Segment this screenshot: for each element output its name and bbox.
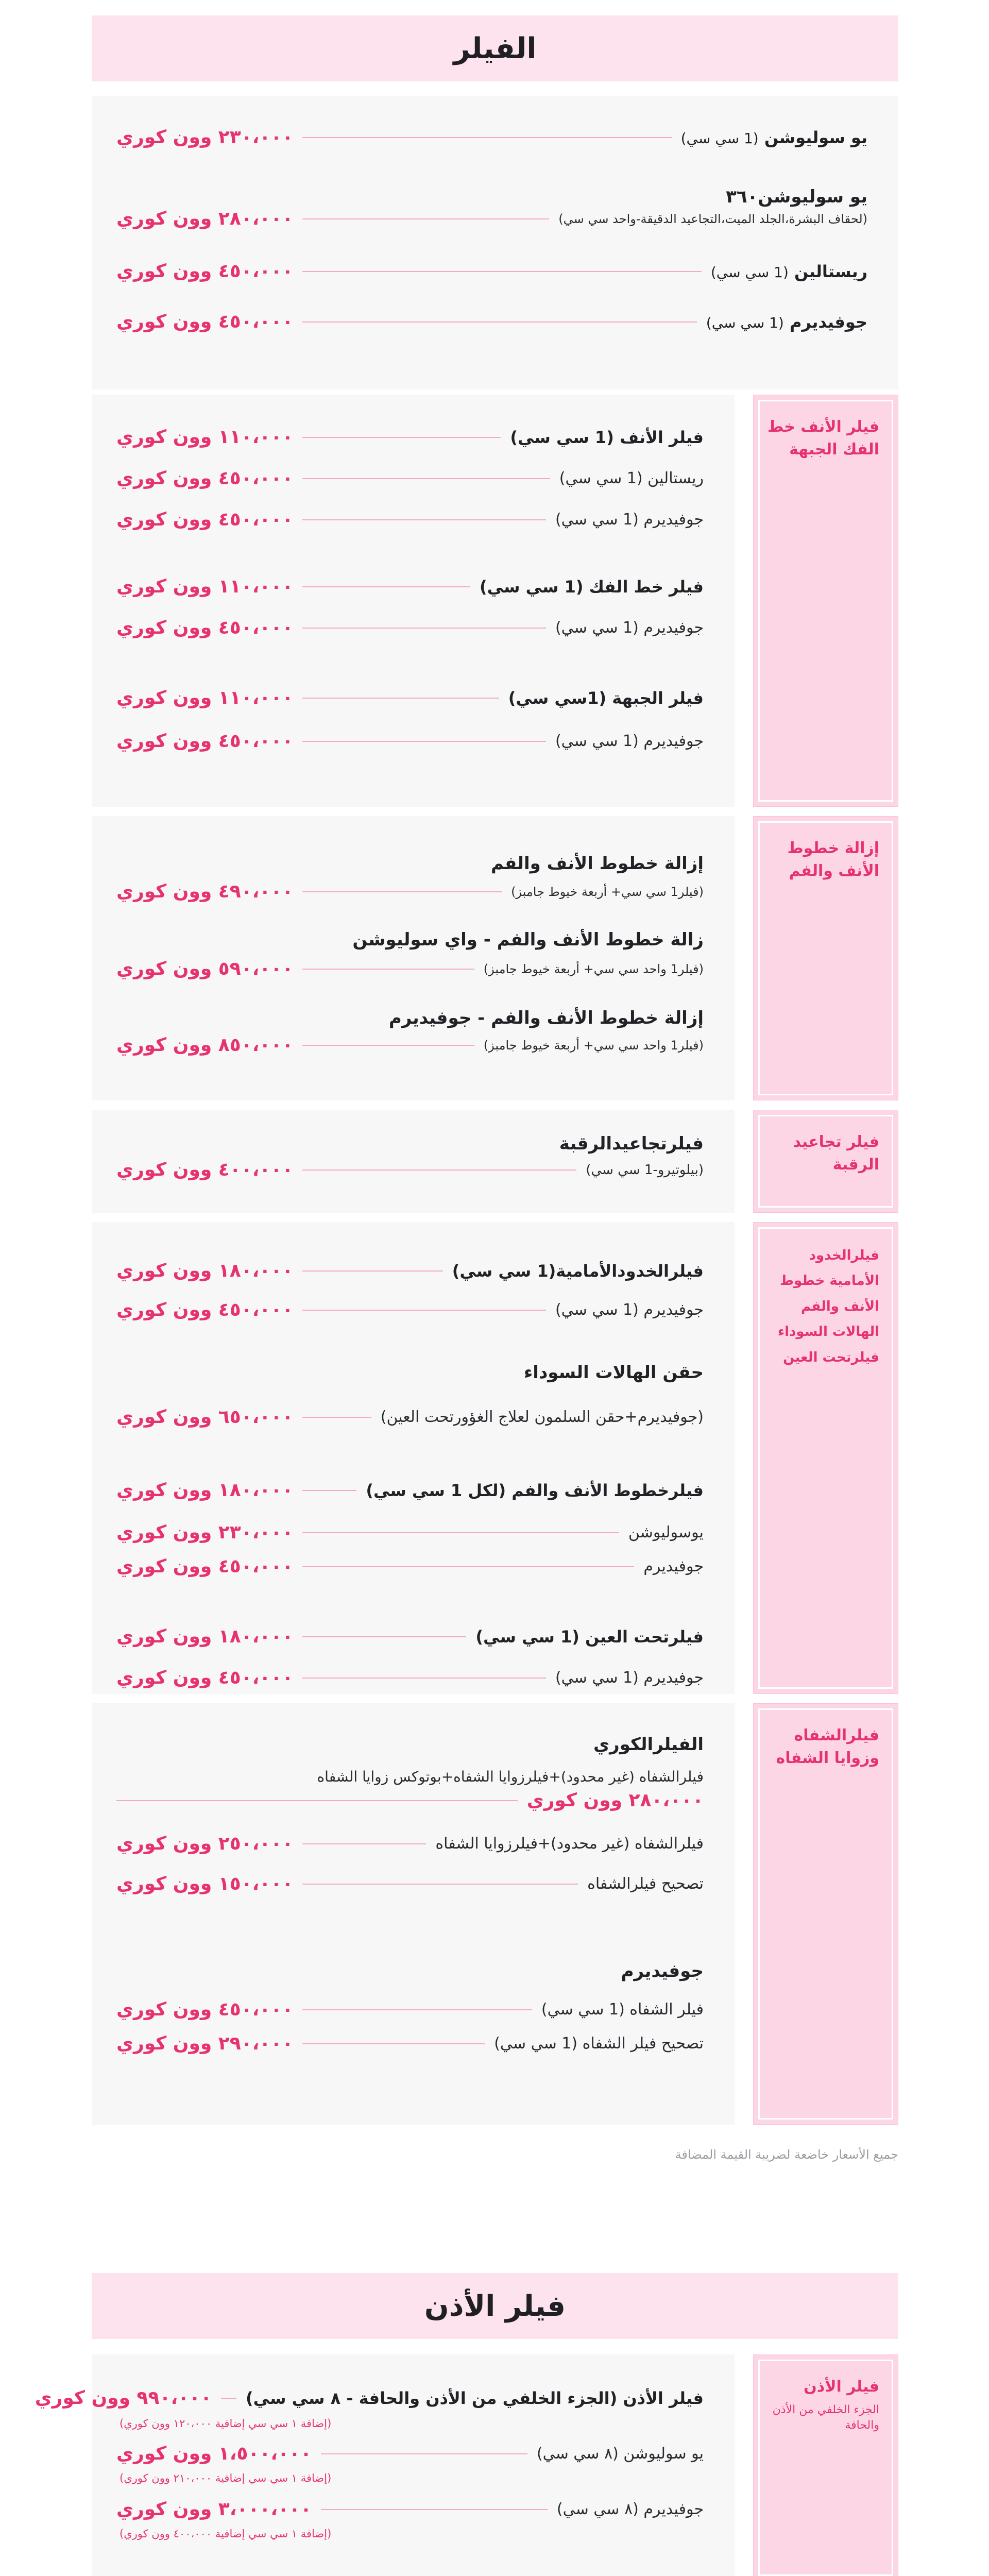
- extra-cc-note: (إضافة ١ سي سي إضافية ٢١٠،٠٠٠ وون كوري): [120, 2472, 332, 2484]
- leader-line: [302, 969, 474, 970]
- leader-line: [321, 2453, 527, 2454]
- leader-line: [302, 271, 702, 272]
- item-price: ١١٠،٠٠٠ وون كوري: [116, 576, 294, 597]
- nose-jaw-card: [92, 395, 735, 807]
- item-price: ٢٣٠،٠٠٠ وون كوري: [116, 1522, 294, 1543]
- item-price: ٢٣٠،٠٠٠ وون كوري: [116, 127, 294, 148]
- leader-line: [302, 1490, 356, 1491]
- item-price: ١٨٠،٠٠٠ وون كوري: [116, 1480, 294, 1501]
- neck-card: [92, 1110, 735, 1213]
- leader-line: [302, 1170, 576, 1171]
- leader-line: [302, 1045, 474, 1046]
- item-price: ٩٩٠،٠٠٠ وون كوري: [35, 2387, 212, 2409]
- item-price: ٤٥٠،٠٠٠ وون كوري: [116, 1667, 294, 1688]
- leader-line: [302, 437, 501, 438]
- item-name: فيلرالشفاه (غير محدود)+فيلرزوايا الشفاه: [435, 1835, 704, 1853]
- category-label: إزالة خطوط الأنف والفم: [787, 839, 879, 880]
- filler-main-card: [92, 96, 898, 389]
- item-name: يو سوليوشن (1 سي سي): [680, 127, 867, 147]
- category-tab-cheeks: [753, 1222, 898, 1694]
- category-tab-ear: [753, 2354, 898, 2576]
- item-price: ٦٥٠،٠٠٠ وون كوري: [116, 1406, 294, 1428]
- leader-line: [302, 519, 546, 520]
- item-name: ريستالين (1 سي سي): [559, 469, 704, 487]
- item-price: ٤٥٠،٠٠٠ وون كوري: [116, 509, 294, 530]
- item-name: جوفيديرم (1 سي سي): [555, 619, 704, 637]
- item-price: ١٨٠،٠٠٠ وون كوري: [116, 1626, 294, 1647]
- item-price: ٣،٠٠٠،٠٠٠ وون كوري: [116, 2499, 312, 2520]
- leader-line: [302, 321, 696, 323]
- leader-line: [302, 1310, 546, 1311]
- item-price: ٤٥٠،٠٠٠ وون كوري: [116, 1999, 294, 2020]
- ear-title: فيلر الأذن: [424, 2289, 566, 2323]
- leader-line: [302, 1884, 578, 1885]
- leader-line: [302, 2043, 485, 2044]
- leader-line: [321, 2509, 548, 2510]
- item-name: تصحيح فيلرالشفاه: [587, 1875, 704, 1893]
- leader-line: [302, 1566, 634, 1567]
- item-name: فيلر الجبهة (1سي سي): [508, 688, 704, 708]
- item-name: فيلرتجاعيدالرقبة: [559, 1133, 704, 1154]
- item-name: فيلرالخدودالأمامية(1 سي سي): [452, 1261, 704, 1281]
- category-tab-nasolabial: [753, 816, 898, 1100]
- lips-card: [92, 1703, 735, 2125]
- item-price: ٤٥٠،٠٠٠ وون كوري: [116, 468, 294, 489]
- price-row: [116, 127, 867, 148]
- extra-cc-note: (إضافة ١ سي سي إضافية ٤٠٠،٠٠٠ وون كوري): [120, 2528, 332, 2540]
- item-name: يو سوليوشن٣٦٠: [726, 187, 867, 207]
- item-price: ٨٥٠،٠٠٠ وون كوري: [116, 1035, 294, 1056]
- cheeks-card: [92, 1222, 735, 1694]
- leader-line: [302, 137, 671, 138]
- item-price: ٤٥٠،٠٠٠ وون كوري: [116, 1556, 294, 1577]
- item-price: ٥٩٠،٠٠٠ وون كوري: [116, 958, 294, 979]
- leader-line: [302, 741, 546, 742]
- item-name: يو سوليوشن (٨ سي سي): [536, 2445, 704, 2463]
- item-desc: (لحقاف البشرة،الجلد الميت،التجاعيد الدقيقة-واحد سي سي): [558, 211, 867, 226]
- item-name: تصحيح فيلر الشفاه (1 سي سي): [494, 2035, 704, 2053]
- item-name: جوفيديرم: [643, 1557, 704, 1575]
- item-name: جوفيديرم (٨ سي سي): [556, 2500, 704, 2518]
- item-desc: (فيلر1 سي سي+ أربعة خيوط جامبز): [511, 884, 704, 899]
- vat-footnote: جميع الأسعار خاضعة لضريبة القيمة المضافة: [675, 2147, 898, 2162]
- item-desc: (فيلر1 واحد سي سي+ أربعة خيوط جامبز): [483, 961, 704, 976]
- category-label: فيلر الأنف خط الفك الجبهة: [767, 418, 879, 459]
- leader-line: [302, 1417, 371, 1418]
- section-heading: الفيلرالكوري: [593, 1734, 704, 1755]
- item-name: فيلرالشفاه (غير محدود)+فيلرزوايا الشفاه+بوتوكس زوايا الشفاه: [317, 1768, 704, 1785]
- leader-line: [302, 1270, 442, 1272]
- item-price: ١٥٠،٠٠٠ وون كوري: [116, 1873, 294, 1894]
- ear-title-bar: [92, 2273, 898, 2339]
- category-label: فيلرالشفاه وزوايا الشفاه: [776, 1726, 879, 1767]
- filler-title: الفيلر: [453, 31, 537, 65]
- item-price: ٢٥٠،٠٠٠ وون كوري: [116, 1833, 294, 1854]
- leader-line: [302, 586, 470, 587]
- item-price: ٤٠٠،٠٠٠ وون كوري: [116, 1159, 294, 1180]
- leader-line: [302, 628, 546, 629]
- category-label: فيلرالخدود الأمامية خطوط الأنف والفم الهالات السوداء فيلرتحت العين: [777, 1248, 879, 1365]
- price-row: [116, 311, 867, 332]
- item-name: جوفيديرم (1 سي سي): [706, 312, 867, 332]
- price-row: [116, 208, 867, 229]
- item-name: إزالة خطوط الأنف والفم: [491, 853, 704, 874]
- item-name: حقن الهالات السوداء: [523, 1362, 704, 1383]
- item-price: ١،٥٠٠،٠٠٠ وون كوري: [116, 2443, 312, 2464]
- item-price: ٤٥٠،٠٠٠ وون كوري: [116, 311, 294, 332]
- item-price: ٢٩٠،٠٠٠ وون كوري: [116, 2033, 294, 2054]
- leader-line: [302, 478, 550, 479]
- price-row: [116, 261, 867, 282]
- item-name: فيلر الأذن (الجزء الخلفي من الأذن والحافة - ٨ سي سي): [246, 2388, 704, 2408]
- item-name: جوفيديرم (1 سي سي): [555, 732, 704, 750]
- item-price: ٢٨٠،٠٠٠ وون كوري: [116, 208, 294, 229]
- leader-line: [302, 1677, 546, 1679]
- item-name: فيلر خط الفك (1 سي سي): [479, 577, 704, 597]
- item-price: ١١٠،٠٠٠ وون كوري: [116, 687, 294, 708]
- category-label: فيلر الأذن: [804, 2378, 879, 2396]
- leader-line: [302, 218, 549, 219]
- item-price: ٤٥٠،٠٠٠ وون كوري: [116, 617, 294, 638]
- item-name: جوفيديرم (1 سي سي): [555, 1669, 704, 1687]
- leader-line: [302, 1532, 619, 1533]
- leader-line: [302, 698, 499, 699]
- item-price: ٢٨٠،٠٠٠ وون كوري: [526, 1790, 704, 1811]
- category-tab-neck: [753, 1110, 898, 1213]
- item-desc: (فيلر1 واحد سي سي+ أربعة خيوط جامبز): [483, 1038, 704, 1053]
- item-name: يوسوليوشن: [628, 1523, 704, 1541]
- item-name: زالة خطوط الأنف والفم - واي سوليوشن: [352, 929, 704, 950]
- category-tab-nose-jaw: [753, 395, 898, 807]
- leader-line: [302, 1636, 466, 1637]
- item-price: ٤٥٠،٠٠٠ وون كوري: [116, 261, 294, 282]
- item-name: ريستالين (1 سي سي): [710, 261, 867, 281]
- item-name: فيلرخطوط الأنف والفم (لكل 1 سي سي): [366, 1480, 704, 1500]
- ear-card: [35, 2354, 735, 2576]
- section-heading: جوفيديرم: [621, 1961, 704, 1981]
- nasolabial-card: [92, 816, 735, 1100]
- item-price: ٤٩٠،٠٠٠ وون كوري: [116, 881, 294, 902]
- item-name: فيلرتحت العين (1 سي سي): [475, 1626, 704, 1647]
- leader-line: [302, 1843, 426, 1844]
- leader-line: [302, 2009, 532, 2010]
- item-name: (جوفيديرم+حقن السلمون لعلاج الغؤورتحت العين): [380, 1408, 704, 1426]
- item-desc: (بيلوتيرو-1 سي سي): [586, 1162, 704, 1178]
- item-price: ٤٥٠،٠٠٠ وون كوري: [116, 1299, 294, 1320]
- leader-line: [221, 2398, 236, 2399]
- item-name: فيلر الأنف (1 سي سي): [510, 427, 704, 447]
- item-name: إزالة خطوط الأنف والفم - جوفيديرم: [388, 1008, 704, 1028]
- item-price: ٤٥٠،٠٠٠ وون كوري: [116, 731, 294, 752]
- category-sublabel: الجزء الخلفي من الأذن والحافة: [772, 2403, 879, 2432]
- item-price: ١١٠،٠٠٠ وون كوري: [116, 427, 294, 448]
- filler-title-bar: [92, 15, 898, 81]
- leader-line: [116, 1800, 518, 1801]
- category-label: فيلر تجاعيد الرقبة: [793, 1133, 879, 1174]
- category-tab-lips: [753, 1703, 898, 2125]
- item-price: ١٨٠،٠٠٠ وون كوري: [116, 1260, 294, 1281]
- leader-line: [302, 891, 502, 892]
- item-name: جوفيديرم (1 سي سي): [555, 511, 704, 529]
- extra-cc-note: (إضافة ١ سي سي إضافية ١٢٠،٠٠٠ وون كوري): [120, 2417, 332, 2430]
- item-name: فيلر الشفاه (1 سي سي): [541, 2001, 704, 2019]
- item-name: جوفيديرم (1 سي سي): [555, 1301, 704, 1319]
